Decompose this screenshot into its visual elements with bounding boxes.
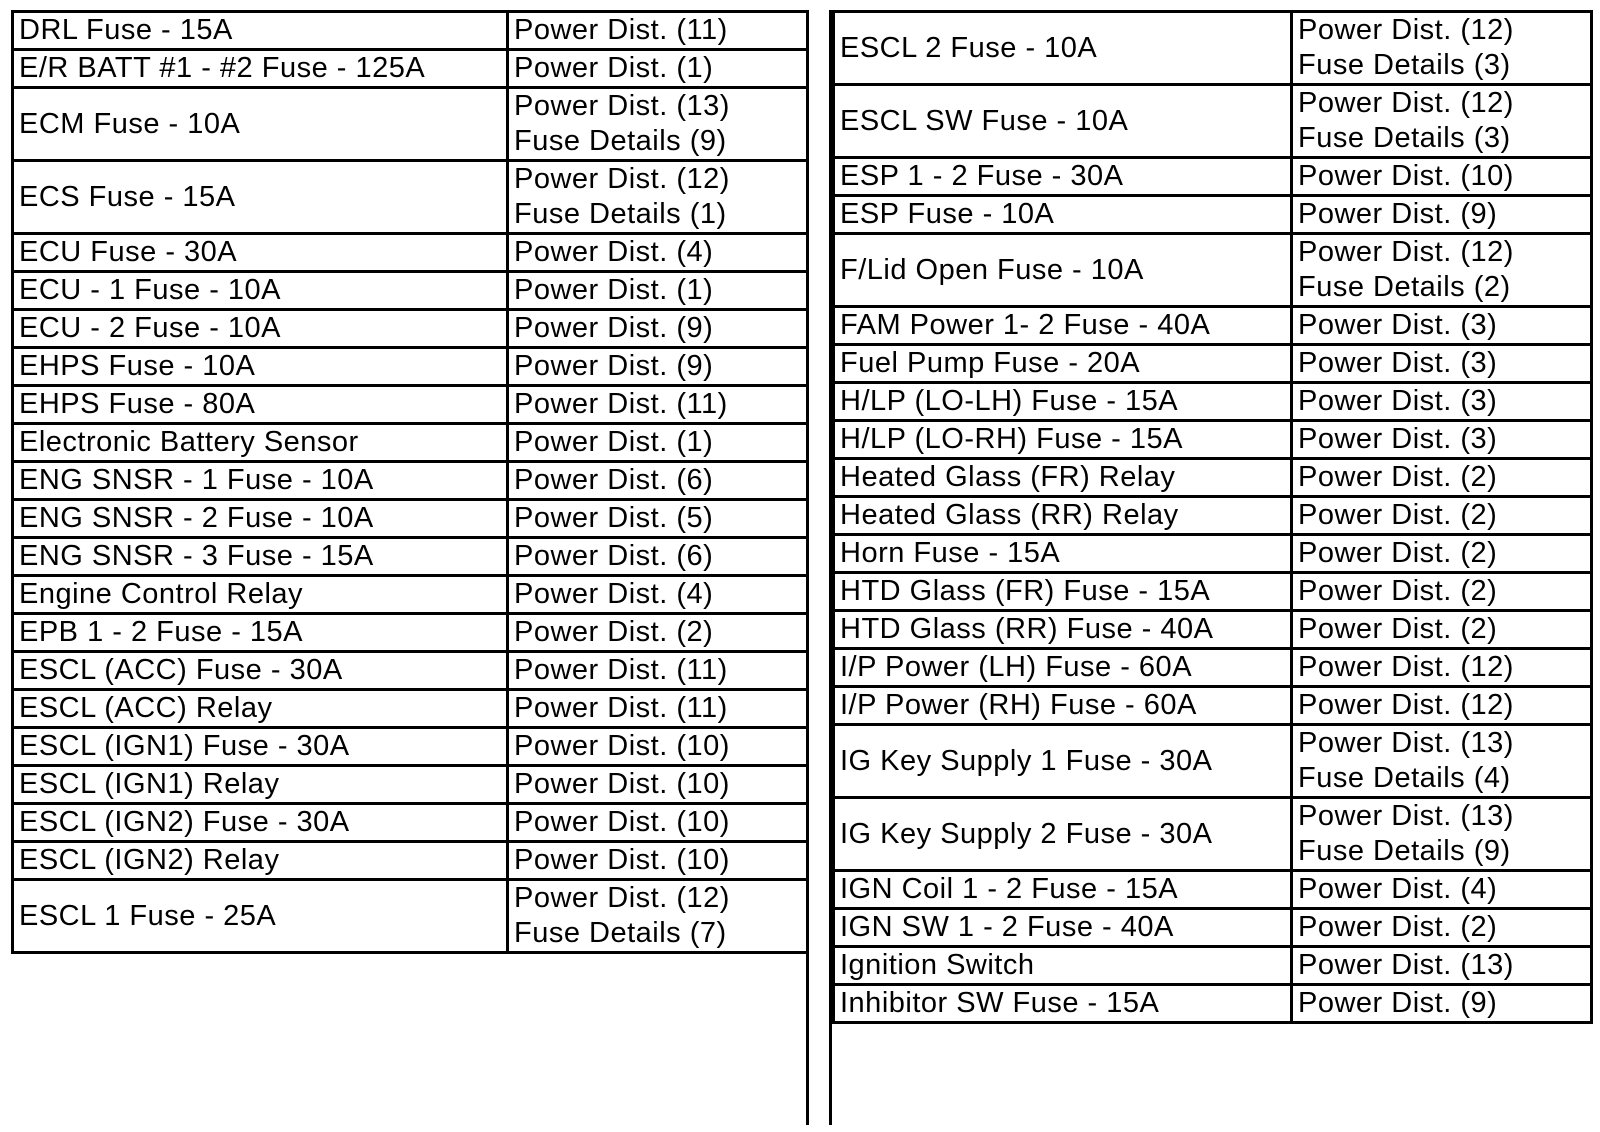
table-row bbox=[834, 158, 1592, 196]
reference-cell bbox=[1292, 687, 1592, 725]
component-name: IG Key Supply 1 Fuse - 30A bbox=[834, 725, 1292, 798]
component-name: ESCL (IGN1) Fuse - 30A bbox=[13, 728, 508, 766]
table-row bbox=[13, 576, 808, 614]
reference-cell bbox=[508, 538, 808, 576]
table-row bbox=[13, 538, 808, 576]
table-row bbox=[834, 871, 1592, 909]
reference-link[interactable]: Fuse Details (7) bbox=[514, 917, 727, 949]
reference-cell bbox=[508, 234, 808, 272]
reference-link[interactable]: Power Dist. (12) bbox=[1298, 651, 1514, 683]
reference-cell bbox=[508, 50, 808, 88]
reference-link[interactable]: Power Dist. (1) bbox=[514, 426, 714, 458]
reference-cell bbox=[508, 310, 808, 348]
reference-link[interactable]: Power Dist. (12) bbox=[1298, 87, 1514, 119]
reference-cell bbox=[508, 88, 808, 161]
reference-link[interactable]: Power Dist. (10) bbox=[514, 730, 730, 762]
table-row bbox=[13, 424, 808, 462]
reference-cell bbox=[508, 880, 808, 953]
reference-link[interactable]: Power Dist. (2) bbox=[514, 616, 714, 648]
reference-cell bbox=[1292, 573, 1592, 611]
table-row bbox=[834, 947, 1592, 985]
reference-cell bbox=[1292, 535, 1592, 573]
table-row bbox=[834, 345, 1592, 383]
table-row bbox=[13, 50, 808, 88]
component-name: ECS Fuse - 15A bbox=[13, 161, 508, 234]
component-name: F/Lid Open Fuse - 10A bbox=[834, 234, 1292, 307]
reference-link[interactable]: Fuse Details (3) bbox=[1298, 49, 1511, 81]
reference-cell bbox=[1292, 158, 1592, 196]
table-row bbox=[13, 310, 808, 348]
table-row bbox=[13, 12, 808, 50]
reference-link[interactable]: Power Dist. (6) bbox=[514, 540, 714, 572]
reference-link[interactable]: Power Dist. (10) bbox=[514, 844, 730, 876]
component-name: FAM Power 1- 2 Fuse - 40A bbox=[834, 307, 1292, 345]
table-row bbox=[834, 985, 1592, 1023]
reference-link[interactable]: Fuse Details (3) bbox=[1298, 122, 1511, 154]
reference-cell bbox=[1292, 383, 1592, 421]
reference-link[interactable]: Power Dist. (9) bbox=[1298, 198, 1498, 230]
component-name: ESCL (ACC) Fuse - 30A bbox=[13, 652, 508, 690]
reference-cell bbox=[508, 804, 808, 842]
reference-link[interactable]: Power Dist. (2) bbox=[1298, 537, 1498, 569]
component-name: ESCL 1 Fuse - 25A bbox=[13, 880, 508, 953]
component-name: E/R BATT #1 - #2 Fuse - 125A bbox=[13, 50, 508, 88]
component-name: ESP 1 - 2 Fuse - 30A bbox=[834, 158, 1292, 196]
component-name: H/LP (LO-LH) Fuse - 15A bbox=[834, 383, 1292, 421]
reference-link[interactable]: Fuse Details (9) bbox=[1298, 835, 1511, 867]
reference-link[interactable]: Power Dist. (10) bbox=[514, 806, 730, 838]
table-row bbox=[13, 462, 808, 500]
reference-link[interactable]: Power Dist. (13) bbox=[1298, 949, 1514, 981]
reference-cell bbox=[1292, 307, 1592, 345]
reference-link[interactable]: Power Dist. (13) bbox=[1298, 727, 1514, 759]
reference-link[interactable]: Power Dist. (9) bbox=[514, 312, 714, 344]
reference-link[interactable]: Fuse Details (2) bbox=[1298, 271, 1511, 303]
reference-cell bbox=[508, 500, 808, 538]
component-name: Engine Control Relay bbox=[13, 576, 508, 614]
reference-link[interactable]: Fuse Details (1) bbox=[514, 198, 727, 230]
reference-link[interactable]: Power Dist. (4) bbox=[1298, 873, 1498, 905]
reference-link[interactable]: Fuse Details (9) bbox=[514, 125, 727, 157]
reference-link[interactable]: Power Dist. (13) bbox=[1298, 800, 1514, 832]
reference-cell bbox=[508, 842, 808, 880]
reference-link[interactable]: Power Dist. (11) bbox=[514, 654, 728, 686]
reference-link[interactable]: Power Dist. (10) bbox=[514, 768, 730, 800]
table-row bbox=[834, 383, 1592, 421]
component-name: H/LP (LO-RH) Fuse - 15A bbox=[834, 421, 1292, 459]
table-row bbox=[834, 611, 1592, 649]
left-index-body bbox=[13, 12, 808, 953]
reference-cell bbox=[1292, 85, 1592, 158]
reference-cell bbox=[1292, 12, 1592, 85]
reference-cell bbox=[1292, 497, 1592, 535]
reference-link[interactable]: Power Dist. (6) bbox=[514, 464, 714, 496]
component-name: ESP Fuse - 10A bbox=[834, 196, 1292, 234]
component-name: I/P Power (RH) Fuse - 60A bbox=[834, 687, 1292, 725]
table-row bbox=[834, 725, 1592, 798]
component-name: Heated Glass (RR) Relay bbox=[834, 497, 1292, 535]
reference-cell bbox=[1292, 421, 1592, 459]
component-name: DRL Fuse - 15A bbox=[13, 12, 508, 50]
reference-link[interactable]: Power Dist. (1) bbox=[514, 274, 714, 306]
table-row bbox=[834, 234, 1592, 307]
reference-link[interactable]: Power Dist. (1) bbox=[514, 52, 714, 84]
component-name: IG Key Supply 2 Fuse - 30A bbox=[834, 798, 1292, 871]
component-name: ESCL (ACC) Relay bbox=[13, 690, 508, 728]
reference-cell bbox=[508, 690, 808, 728]
table-row bbox=[13, 234, 808, 272]
reference-link[interactable]: Power Dist. (3) bbox=[1298, 385, 1498, 417]
component-name: ECU - 2 Fuse - 10A bbox=[13, 310, 508, 348]
table-row bbox=[834, 497, 1592, 535]
component-name: ESCL SW Fuse - 10A bbox=[834, 85, 1292, 158]
table-row bbox=[834, 85, 1592, 158]
component-name: Fuel Pump Fuse - 20A bbox=[834, 345, 1292, 383]
component-name: ECU Fuse - 30A bbox=[13, 234, 508, 272]
table-row bbox=[13, 614, 808, 652]
table-row bbox=[834, 687, 1592, 725]
reference-link[interactable]: Power Dist. (2) bbox=[1298, 499, 1498, 531]
component-name: Ignition Switch bbox=[834, 947, 1292, 985]
reference-cell bbox=[508, 652, 808, 690]
reference-cell bbox=[508, 348, 808, 386]
reference-link[interactable]: Power Dist. (3) bbox=[1298, 347, 1498, 379]
reference-link[interactable]: Power Dist. (4) bbox=[514, 236, 714, 268]
right-index-table bbox=[832, 10, 1593, 1024]
table-row bbox=[834, 12, 1592, 85]
reference-link[interactable]: Power Dist. (9) bbox=[514, 350, 714, 382]
reference-link[interactable]: Power Dist. (10) bbox=[1298, 160, 1514, 192]
table-row bbox=[834, 798, 1592, 871]
reference-cell bbox=[1292, 909, 1592, 947]
reference-link[interactable]: Power Dist. (2) bbox=[1298, 911, 1498, 943]
component-name: ESCL 2 Fuse - 10A bbox=[834, 12, 1292, 85]
component-name: ENG SNSR - 2 Fuse - 10A bbox=[13, 500, 508, 538]
component-name: EPB 1 - 2 Fuse - 15A bbox=[13, 614, 508, 652]
left-index-table bbox=[11, 10, 809, 954]
reference-link[interactable]: Power Dist. (9) bbox=[1298, 987, 1498, 1019]
table-row bbox=[834, 421, 1592, 459]
table-row bbox=[834, 649, 1592, 687]
reference-link[interactable]: Fuse Details (4) bbox=[1298, 762, 1511, 794]
reference-link[interactable]: Power Dist. (5) bbox=[514, 502, 714, 534]
table-row bbox=[834, 909, 1592, 947]
table-row bbox=[13, 348, 808, 386]
reference-link[interactable]: Power Dist. (12) bbox=[1298, 14, 1514, 46]
reference-link[interactable]: Power Dist. (13) bbox=[514, 90, 730, 122]
reference-cell bbox=[508, 386, 808, 424]
table-row bbox=[13, 272, 808, 310]
component-name: ESCL (IGN2) Relay bbox=[13, 842, 508, 880]
reference-cell bbox=[1292, 985, 1592, 1023]
reference-cell bbox=[508, 462, 808, 500]
reference-link[interactable]: Power Dist. (11) bbox=[514, 692, 728, 724]
table-row bbox=[13, 690, 808, 728]
component-name: HTD Glass (RR) Fuse - 40A bbox=[834, 611, 1292, 649]
reference-link[interactable]: Power Dist. (2) bbox=[1298, 575, 1498, 607]
component-name: ECM Fuse - 10A bbox=[13, 88, 508, 161]
component-name: ENG SNSR - 1 Fuse - 10A bbox=[13, 462, 508, 500]
component-name: EHPS Fuse - 10A bbox=[13, 348, 508, 386]
table-row bbox=[13, 880, 808, 953]
table-row bbox=[13, 386, 808, 424]
table-row bbox=[834, 307, 1592, 345]
reference-link[interactable]: Power Dist. (12) bbox=[1298, 236, 1514, 268]
table-row bbox=[13, 728, 808, 766]
component-name: ECU - 1 Fuse - 10A bbox=[13, 272, 508, 310]
reference-cell bbox=[508, 728, 808, 766]
reference-cell bbox=[1292, 196, 1592, 234]
table-row bbox=[13, 766, 808, 804]
component-name: IGN Coil 1 - 2 Fuse - 15A bbox=[834, 871, 1292, 909]
table-row bbox=[834, 196, 1592, 234]
reference-cell bbox=[1292, 947, 1592, 985]
table-row bbox=[834, 535, 1592, 573]
reference-cell bbox=[508, 161, 808, 234]
column-divider bbox=[806, 10, 832, 1125]
reference-link[interactable]: Power Dist. (4) bbox=[514, 578, 714, 610]
component-name: HTD Glass (FR) Fuse - 15A bbox=[834, 573, 1292, 611]
table-row bbox=[834, 459, 1592, 497]
reference-link[interactable]: Power Dist. (11) bbox=[514, 388, 728, 420]
table-row bbox=[13, 842, 808, 880]
reference-link[interactable]: Power Dist. (3) bbox=[1298, 309, 1498, 341]
table-row bbox=[13, 500, 808, 538]
component-name: Inhibitor SW Fuse - 15A bbox=[834, 985, 1292, 1023]
table-row bbox=[13, 88, 808, 161]
table-row bbox=[13, 652, 808, 690]
reference-link[interactable]: Power Dist. (12) bbox=[514, 163, 730, 195]
component-name: Horn Fuse - 15A bbox=[834, 535, 1292, 573]
reference-cell bbox=[508, 576, 808, 614]
reference-cell bbox=[1292, 649, 1592, 687]
component-name: ESCL (IGN1) Relay bbox=[13, 766, 508, 804]
component-name: EHPS Fuse - 80A bbox=[13, 386, 508, 424]
reference-cell bbox=[1292, 871, 1592, 909]
table-row bbox=[13, 161, 808, 234]
right-index-body bbox=[834, 12, 1592, 1023]
reference-cell bbox=[1292, 725, 1592, 798]
reference-cell bbox=[1292, 611, 1592, 649]
reference-cell bbox=[508, 12, 808, 50]
reference-cell bbox=[1292, 798, 1592, 871]
reference-cell bbox=[1292, 345, 1592, 383]
component-name: Heated Glass (FR) Relay bbox=[834, 459, 1292, 497]
component-name: Electronic Battery Sensor bbox=[13, 424, 508, 462]
reference-cell bbox=[508, 766, 808, 804]
component-name: ENG SNSR - 3 Fuse - 15A bbox=[13, 538, 508, 576]
reference-cell bbox=[508, 272, 808, 310]
component-name: I/P Power (LH) Fuse - 60A bbox=[834, 649, 1292, 687]
component-name: ESCL (IGN2) Fuse - 30A bbox=[13, 804, 508, 842]
reference-link[interactable]: Power Dist. (12) bbox=[514, 882, 730, 914]
reference-link[interactable]: Power Dist. (12) bbox=[1298, 689, 1514, 721]
reference-cell bbox=[1292, 459, 1592, 497]
reference-cell bbox=[1292, 234, 1592, 307]
reference-link[interactable]: Power Dist. (2) bbox=[1298, 613, 1498, 645]
component-name: IGN SW 1 - 2 Fuse - 40A bbox=[834, 909, 1292, 947]
table-row bbox=[834, 573, 1592, 611]
reference-link[interactable]: Power Dist. (2) bbox=[1298, 461, 1498, 493]
reference-link[interactable]: Power Dist. (3) bbox=[1298, 423, 1498, 455]
table-row bbox=[13, 804, 808, 842]
reference-cell bbox=[508, 614, 808, 652]
reference-cell bbox=[508, 424, 808, 462]
reference-link[interactable]: Power Dist. (11) bbox=[514, 14, 728, 46]
